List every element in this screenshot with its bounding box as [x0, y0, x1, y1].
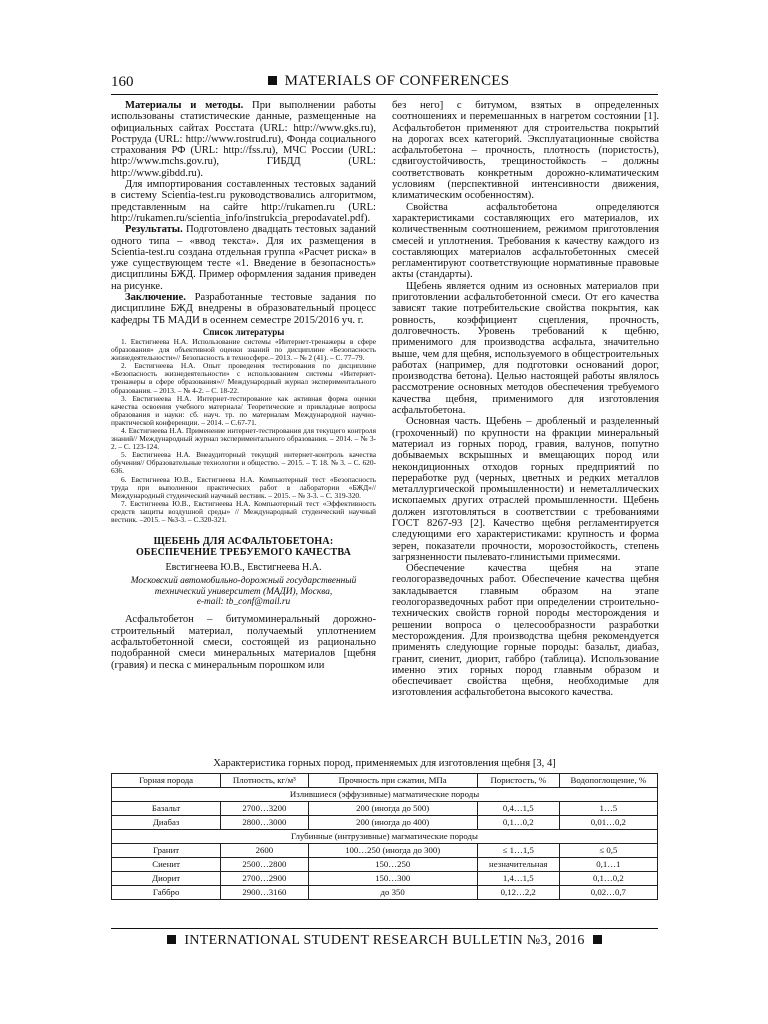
table-cell: 150…250	[308, 858, 477, 872]
body-paragraph: Свойства асфальтобетона определяются характеристиками составляющих его материалов, их количественным соотношением, режимом приготовления смесей и уплотнения. Требования к качеству каждого из составляющих материалов асфальтобетонных смесей регламентируют соответствующие нормативные правовые акты (стандарты).	[392, 201, 659, 281]
table-cell: 0,4…1,5	[477, 802, 559, 816]
body-paragraph: Обеспечение качества щебня на этапе геологоразведочных работ. Обеспечение качества щебня закладывается главным образом на этапе геологоразведочных работ при определении строительно-технических свойств горной породы месторождения и решении вопроса о целесообразности разработки месторождения. Для производства щебня рекомендуется применять следующие горные породы: базальт, диабаз, гранит, сиенит, диорит, габбро (таблица). Использование именно этих горных пород главным образом и обеспечивает свойства щебня, необходимые для изготовления асфальтобетона высокого качества.	[392, 563, 659, 699]
reference-item: 2. Евстигнеева Н.А. Опыт проведения тестирования по дисциплине «Безопасность жизнедеятельности» с использованием системы «Интернет-тренажеры в сфере образования»// Международный журнал экспериментального образования. – 2013. – № 4-2. – С. 18-22.	[111, 361, 376, 395]
table-cell: 2600	[221, 844, 308, 858]
table-row	[112, 844, 658, 858]
table-cell: до 350	[308, 886, 477, 900]
table-cell: 0,02…0,7	[559, 886, 657, 900]
article-title: ЩЕБЕНЬ ДЛЯ АСФАЛЬТОБЕТОНА: ОБЕСПЕЧЕНИЕ ТРЕБУЕМОГО КАЧЕСТВА	[135, 536, 352, 559]
table-cell: ≤ 1…1,5	[477, 844, 559, 858]
table-cell: 0,1…0,2	[559, 872, 657, 886]
footer-rule	[111, 928, 658, 929]
table-cell: Габбро	[112, 886, 221, 900]
author-email: e-mail: tb_conf@mail.ru	[196, 596, 291, 607]
journal-section-title: MATERIALS OF CONFERENCES	[111, 73, 658, 90]
table-cell: 2500…2800	[221, 858, 308, 872]
methods-paragraph: Материалы и методы. При выполнении работы использованы статистические данные, размещенные на официальных сайтах Росстата (URL: http://www.gks.ru), Роструда (URL: http://www.rostrud.ru), Фонда социального страхования РФ (URL: http://fss.ru), МЧС России (URL: http://www.mchs.gov.ru), ГИБДД (URL: http://www.gibdd.ru).	[111, 100, 377, 179]
table-row	[112, 872, 658, 886]
table-cell: 0,01…0,2	[559, 816, 657, 830]
results-paragraph: Результаты. Подготовлено двадцать тестовых заданий одного типа – «ввод текста». Для их размещения в Scientia-test.ru создана отдельная группа «Расчет риска» в уже существующем тесте «1. Введение в безопасность» дисциплины БЖД. Пример оформления задания приведен на рисунке.	[111, 224, 376, 292]
table-cell: Гранит	[112, 844, 221, 858]
table-header-cell: Водопоглощение, %	[559, 774, 657, 788]
table-caption: Характеристика горных пород, применяемых для изготовления щебня [3, 4]	[213, 758, 556, 769]
table-cell: 1…5	[559, 802, 657, 816]
table-row	[112, 858, 658, 872]
table-header-cell: Прочность при сжатии, МПа	[308, 774, 477, 788]
footer-journal-name: INTERNATIONAL STUDENT RESEARCH BULLETIN №3, 2016	[111, 933, 658, 949]
article-authors: Евстигнеева Ю.В., Евстигнеева Н.А.	[165, 562, 322, 574]
table-cell: 2700…3200	[221, 802, 308, 816]
page-header	[111, 72, 658, 94]
references-title: Список литературы	[202, 326, 285, 337]
table-cell: 2800…3000	[221, 816, 308, 830]
reference-item: 6. Евстигнеева Ю.В., Евстигнеева Н.А. Компьютерный тест «Безопасность труда при выполнении практических работ в лаборатории «БЖД»// Международный студенческий научный вестник. – 2015. – № 3-3. – С. 319-320.	[111, 474, 376, 500]
intro-paragraph: Асфальтобетон – битумоминеральный дорожно-строительный материал, получаемый уплотнением асфальтобетонной смеси, состоящей из рационально подобранной смеси минеральных материалов [щебня (гравия) и песка с минеральным порошком или	[111, 614, 376, 671]
table-header-cell: Горная порода	[112, 774, 221, 788]
table-row	[112, 802, 658, 816]
square-bullet-icon	[167, 935, 176, 944]
table-header-cell: Пористость, %	[477, 774, 559, 788]
square-bullet-icon	[268, 76, 277, 85]
table-group-row	[112, 788, 658, 802]
table-cell: 2900…3160	[221, 886, 308, 900]
body-paragraph: без него] с битумом, взятых в определенных соотношениях и перемешанных в нагретом состоянии [1]. Асфальтобетон применяют для строительства покрытий на дорогах всех категорий. Эксплуатационные свойства асфальтобетона – прочность, плотность (пористость), сдвигоустойчивость, трещиностойкость – должны соответствовать конкретным дорожно-климатическим условиям (перспективной интенсивности движения, климатическим особенностям).	[392, 100, 659, 202]
table-cell: Сиенит	[112, 858, 221, 872]
table-cell: Базальт	[112, 802, 221, 816]
table-cell: Диабаз	[112, 816, 221, 830]
table-cell: ≤ 0,5	[559, 844, 657, 858]
page-footer	[111, 928, 658, 954]
conclusion-paragraph: Заключение. Разработанные тестовые задания по дисциплине БЖД внедрены в образовательный процесс кафедры ТБ МАДИ в осеннем семестре 2015/2016 уч. г.	[111, 292, 376, 326]
table-cell: 100…250 (иногда до 300)	[308, 844, 477, 858]
table-cell: 0,12…2,2	[477, 886, 559, 900]
square-bullet-icon	[593, 935, 602, 944]
reference-item: 3. Евстигнеева Н.А. Интернет-тестирование как активная форма оценки качества освоения учебного материала/ Теоретические и прикладные вопросы образования и науки: сб. науч. тр. по материалам Международной научно-практической конференции. – 2014. – С.67-71.	[111, 393, 376, 427]
reference-item: 1. Евстигнеева Н.А. Использование системы «Интернет-тренажеры в сфере образования» для объективной оценки знаний по дисциплине «Безопасность жизнедеятельности»// Безопасность в техносфере.– 2013. – № 2 (41). – С. 77–79.	[111, 336, 376, 363]
table-row	[112, 816, 658, 830]
page-number: 160	[111, 74, 134, 90]
table-cell: 1,4…1,5	[477, 872, 559, 886]
reference-item: 4. Евстигнеева Н.А. Применение интернет-тестирования для текущего контроля знаний// Международный журнал экспериментального образования. – 2014. – № 3-2. – С. 123-124.	[111, 425, 376, 452]
left-column	[111, 100, 376, 671]
table-group-row	[112, 830, 658, 844]
body-paragraph: Основная часть. Щебень – дробленый и разделенный (грохоченный) по крупности на фракции минеральный материал из горных пород, гравия, валунов, попутно добываемых вскрышных и вмещающих пород или некондиционных отходов горных предприятий по переработке руд (черных, цветных и редких металлов металлургической промышленности) и неметаллических ископаемых других отраслей промышленности. Щебень должен изготовляться в соответствии с требованиями ГОСТ 8267-93 [2]. Качество щебня регламентируется следующими его характеристиками: крупность и форма зерен, показатели прочности, морозостойкость, степень загрязненности пылевато-глинистыми примесями.	[392, 416, 659, 563]
body-paragraph: Щебень является одним из основных материалов при приготовлении асфальтобетонной смеси. От его качества зависят такие потребительские свойства покрытия, как ровность, коэффициент сцепления, прочность, долговечность. Уровень требований к щебню, применимого для производства асфальта, значительно выше, чем для щебня, используемого в общестроительных работах (например, для подготовки оснований дорог, производства бетона). Целью настоящей работы являлось рассмотрение основных методов обеспечения требуемого качества щебня, применимого для изготовления асфальтобетона.	[392, 280, 659, 417]
table-cell: 0,1…1	[559, 858, 657, 872]
table-cell: 2700…2900	[221, 872, 308, 886]
table-cell: 150…300	[308, 872, 477, 886]
reference-item: 5. Евстигнеева Н.А. Внеаудиторный текущий интернет-контроль качества обучения// Образовательные технологии и общество. – 2015. – Т. 18. № 3. – С. 620-636.	[111, 450, 376, 476]
table-header-row	[112, 774, 658, 788]
table-group-label: Излившиеся (эффузивные) магматические породы	[112, 788, 658, 802]
table-row	[112, 886, 658, 900]
header-rule	[111, 94, 658, 95]
table-cell: 200 (иногда до 400)	[308, 816, 477, 830]
references-list	[111, 338, 376, 524]
table-cell: 0,1…0,2	[477, 816, 559, 830]
table-cell: незначительная	[477, 858, 559, 872]
table-cell: 200 (иногда до 500)	[308, 802, 477, 816]
author-affiliation: Московский автомобильно-дорожный государственный технический университет (МАДИ), Москва, e-mail: tb_conf@mail.ru	[111, 576, 376, 607]
table-group-label: Глубинные (интрузивные) магматические породы	[112, 830, 658, 844]
rock-properties-table	[111, 773, 658, 900]
right-column	[392, 100, 659, 699]
reference-item: 7. Евстигнеева Ю.В., Евстигнеева Н.А. Компьютерный тест «Эффективность средств защиты воздушной среды» // Международный студенческий научный вестник. –2015. – №3-3. – С.320-321.	[111, 498, 376, 524]
table-header-cell: Плотность, кг/м³	[221, 774, 308, 788]
table-cell: Диорит	[112, 872, 221, 886]
import-paragraph: Для импортирования составленных тестовых заданий в систему Scientia-test.ru руководствовались алгоритмом, представленным на сайте http://rukamen.ru (URL: http://rukamen.ru/scientia_info/instrukcia_prepodavatel.pdf).	[111, 179, 376, 224]
